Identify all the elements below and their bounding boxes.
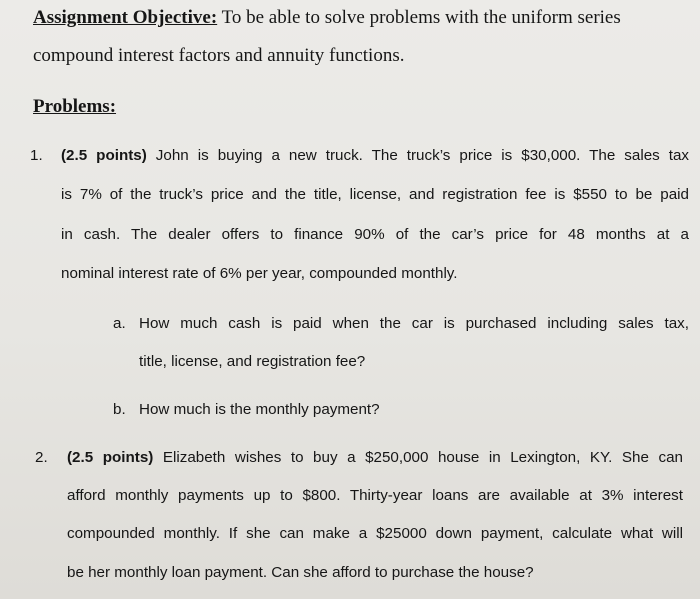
problem-2-line-1 (67, 449, 683, 466)
problem-1-line-4: nominal interest rate of 6% per year, compounded monthly. (61, 265, 458, 282)
problem-1b-letter: b. (113, 401, 126, 418)
problems-heading: Problems: (33, 96, 117, 117)
problem-2-text-1: Elizabeth wishes to buy a $250,000 house in Lexington, KY. She can (153, 449, 683, 466)
problem-2-line-4: be her monthly loan payment. Can she afford to purchase the house? (67, 564, 534, 581)
objective-label: Assignment Objective: (33, 7, 218, 28)
problem-1-line-2: is 7% of the truck’s price and the title, license, and registration fee is $550 to be paid (61, 186, 689, 203)
problem-2-points: (2.5 points) (67, 449, 154, 466)
objective-line-1 (33, 7, 621, 29)
problem-1a-letter: a. (113, 315, 126, 332)
problem-1-number: 1. (30, 147, 43, 164)
objective-text-1: To be able to solve problems with the uniform series (217, 7, 621, 28)
objective-line-2: compound interest factors and annuity functions. (33, 45, 405, 66)
problem-2-number: 2. (35, 449, 48, 466)
problem-1a-line-1: How much cash is paid when the car is purchased including sales tax, (139, 315, 689, 332)
problem-1a-line-2: title, license, and registration fee? (139, 353, 366, 370)
problem-1-line-3: in cash. The dealer offers to finance 90% of the car’s price for 48 months at a (61, 226, 689, 243)
problem-1-line-1 (61, 147, 689, 164)
problem-1b-text: How much is the monthly payment? (139, 401, 380, 418)
problem-2-line-2: afford monthly payments up to $800. Thirty-year loans are available at 3% interest (67, 487, 683, 504)
problem-2-line-3: compounded monthly. If she can make a $25000 down payment, calculate what will (67, 525, 683, 542)
problem-1-points: (2.5 points) (61, 147, 147, 164)
problem-1-text-1: John is buying a new truck. The truck’s price is $30,000. The sales tax (146, 147, 689, 164)
